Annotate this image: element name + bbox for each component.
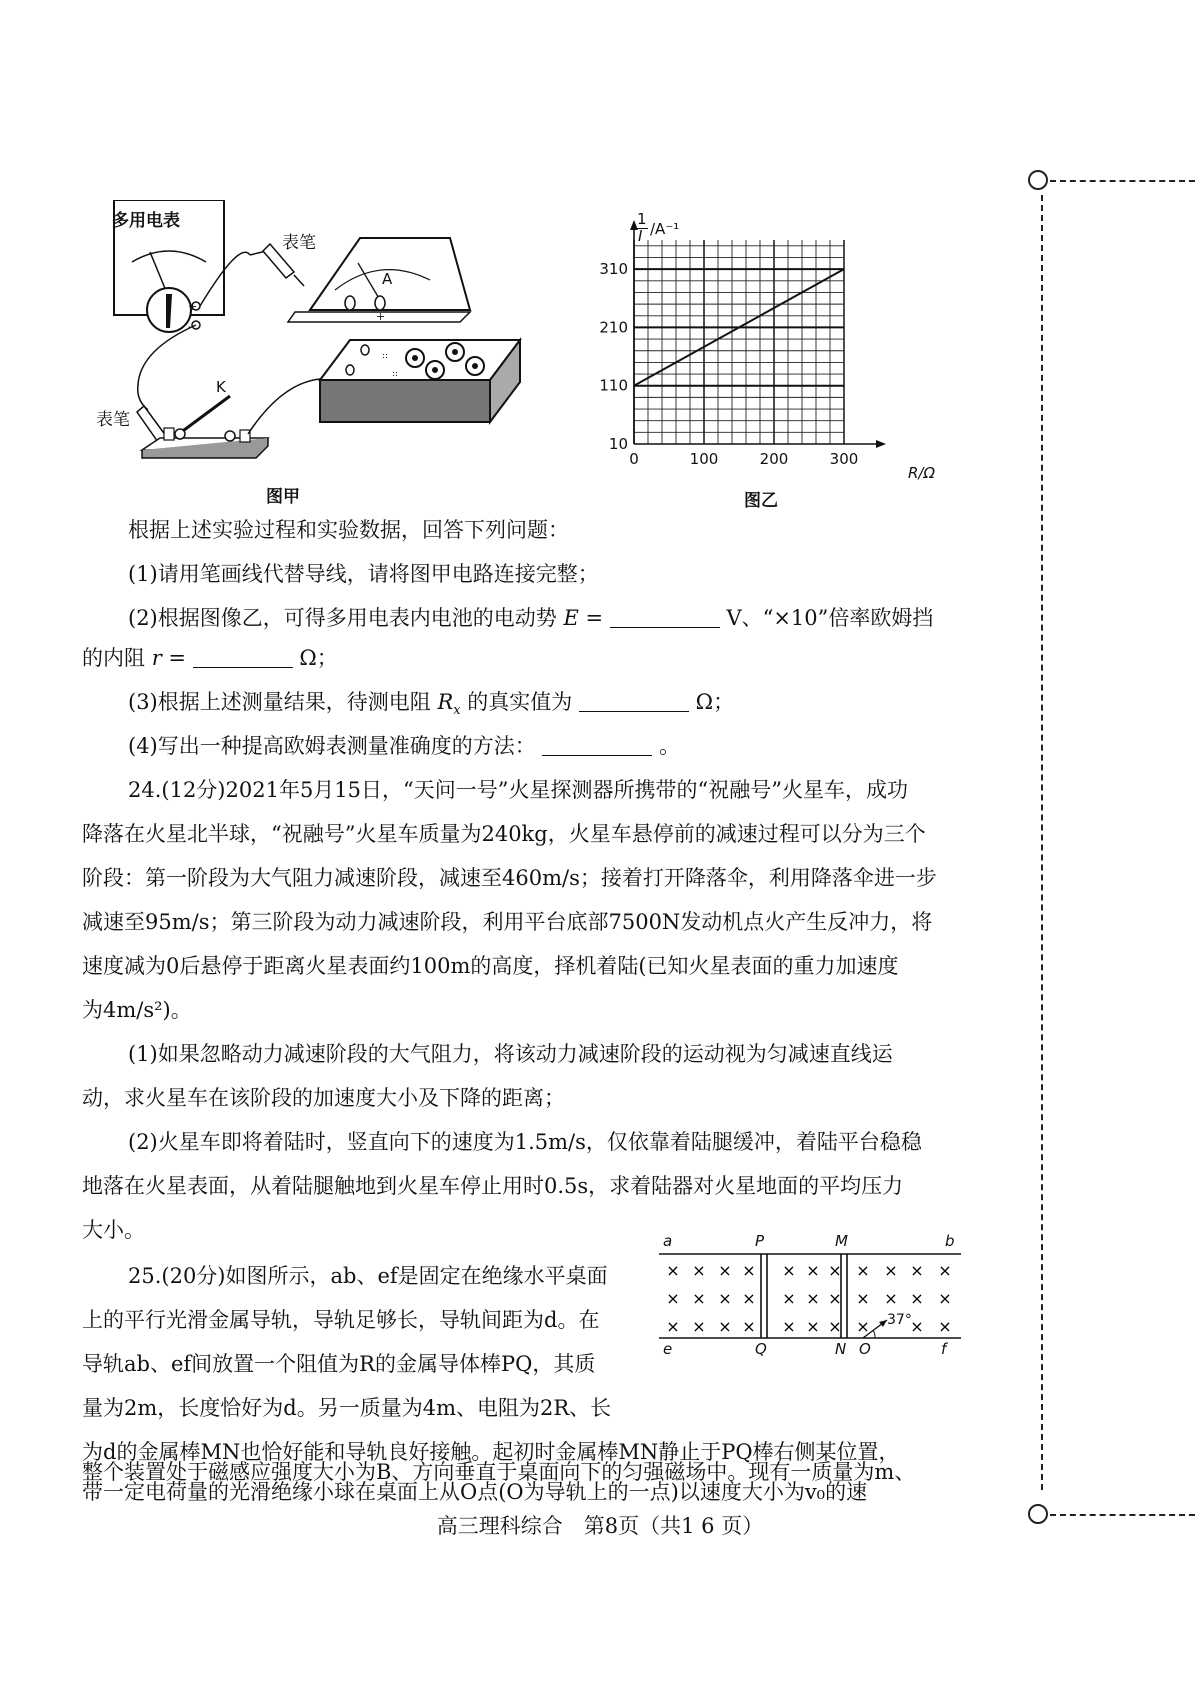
q23-part2-line2 [82, 640, 967, 677]
magnetic-field-cross: × [666, 1261, 680, 1280]
rail-label-a: a [663, 1232, 673, 1250]
magnetic-field-cross: × [666, 1317, 680, 1336]
magnetic-field-cross: × [806, 1289, 820, 1308]
ammeter-symbol: A [382, 270, 393, 288]
svg-text:+: + [188, 300, 198, 313]
r-equals: = [161, 646, 187, 670]
ohm-unit-2: Ω； [695, 690, 735, 714]
magnetic-field-cross: × [718, 1261, 732, 1280]
q24-sub1-line1: (1)如果忽略动力减速阶段的大气阻力，将该动力减速阶段的运动视为匀减速直线运 [128, 1042, 893, 1066]
binding-hole-top [1028, 170, 1048, 190]
y-tick-label: 110 [599, 376, 628, 395]
x-tick-label: 300 [829, 450, 859, 468]
x-tick-label: 100 [689, 450, 719, 468]
emf-blank[interactable] [610, 605, 720, 628]
q24-line1: 24.(12分)2021年5月15日，“天问一号”火星探测器所携带的“祝融号”火星车，成功 [128, 778, 908, 802]
magnetic-field-cross: × [828, 1289, 842, 1308]
q24-sub1-line2: 动，求火星车在该阶段的加速度大小及下降的距离； [82, 1086, 565, 1110]
q25-line4: 量为2m，长度恰好为d。另一质量为4m、电阻为2R、长 [82, 1396, 612, 1420]
angle-label: 37° [887, 1312, 912, 1328]
magnetic-field-cross: × [742, 1317, 756, 1336]
y-tick-label: 310 [599, 260, 628, 279]
svg-text:+: + [376, 310, 386, 323]
probe-label-top: 表笔 [282, 233, 316, 253]
graph-xlabel: R/Ω [908, 464, 935, 482]
magnetic-field-cross: × [828, 1317, 842, 1336]
q23-part3-mid: 的真实值为 [467, 690, 573, 714]
method-blank[interactable] [542, 733, 652, 756]
y-tick-label: 10 [608, 435, 628, 453]
q23-part3 [128, 684, 1013, 729]
magnetic-field-cross: × [742, 1261, 756, 1280]
probe-label-bottom: 表笔 [96, 410, 130, 430]
q23-part1: (1)请用笔画线代替导线，请将图甲电路连接完整； [128, 562, 599, 586]
rail-label-n: N [835, 1340, 847, 1358]
q23-part4 [128, 728, 1013, 765]
magnetic-field-cross: × [718, 1289, 732, 1308]
magnetic-field-cross: × [938, 1317, 952, 1336]
figure-b-caption: 图乙 [744, 491, 778, 511]
magnetic-field-cross: × [692, 1317, 706, 1336]
q25-line5: 为d的金属棒MN也恰好能和导轨良好接触。起初时金属棒MN静止于PQ棒右侧某位置， [82, 1440, 900, 1464]
true-value-blank[interactable] [579, 689, 689, 712]
magnetic-field-cross: × [692, 1289, 706, 1308]
graph-ylabel-denominator: I [638, 227, 643, 245]
q24-sub2-line1: (2)火星车即将着陆时，竖直向下的速度为1.5m/s，仅依靠着陆腿缓冲，着陆平台稳稳 [128, 1130, 922, 1154]
figure-b [588, 210, 968, 511]
q25-line1: 25.(20分)如图所示，ab、ef是固定在绝缘水平桌面 [128, 1264, 608, 1288]
rail-label-p: P [755, 1232, 765, 1250]
rx-subscript: x [453, 703, 461, 719]
r-symbol: r [151, 646, 162, 670]
q25-line2: 上的平行光滑金属导轨，导轨足够长，导轨间距为d。在 [82, 1308, 600, 1332]
magnetic-field-cross: × [782, 1317, 796, 1336]
graph-ylabel-unit: /A⁻¹ [650, 220, 680, 238]
ohm-unit-1: Ω； [299, 646, 338, 670]
rx-symbol: R [437, 690, 454, 714]
rail-label-f: f [941, 1340, 947, 1358]
y-tick-label: 210 [599, 318, 628, 337]
magnetic-field-cross: × [806, 1317, 820, 1336]
x-tick-label: 0 [629, 450, 639, 468]
q23-part2-text: (2)根据图像乙，可得多用电表内电池的电动势 [128, 606, 557, 630]
rail-diagram [655, 1232, 965, 1362]
magnetic-field-cross: × [782, 1261, 796, 1280]
rail-label-m: M [835, 1232, 848, 1250]
q24-line2: 降落在火星北半球，“祝融号”火星车质量为240kg，火星车悬停前的减速过程可以分为三个 [82, 822, 926, 846]
page-footer: 高三理科综合 第8页（共1 6 页） [436, 1514, 764, 1538]
q24-line6: 为4m/s²)。 [82, 998, 192, 1022]
rail-label-b: b [945, 1232, 955, 1250]
q23-part4-end: 。 [659, 734, 681, 758]
emf-symbol: E [563, 606, 579, 630]
q23-part3-text: (3)根据上述测量结果，待测电阻 [128, 690, 431, 714]
q24-sub2-line3: 大小。 [82, 1218, 145, 1242]
q25-figure [655, 1232, 965, 1362]
magnetic-field-cross: × [718, 1317, 732, 1336]
magnetic-field-cross: × [742, 1289, 756, 1308]
switch-label: K [216, 378, 226, 396]
graph-ylabel-numerator: 1 [637, 210, 647, 228]
magnetic-field-cross: × [692, 1261, 706, 1280]
magnetic-field-cross: × [884, 1289, 898, 1308]
magnetic-field-cross: × [938, 1289, 952, 1308]
magnetic-field-cross: × [884, 1261, 898, 1280]
rail-label-o: O [859, 1340, 871, 1358]
magnetic-field-cross: × [856, 1289, 870, 1308]
q24-line5: 速度减为0后悬停于距离火星表面约100m的高度，择机着陆(已知火星表面的重力加速度 [82, 954, 899, 978]
multimeter-label: 多用电表 [112, 211, 180, 231]
magnetic-field-cross: × [938, 1261, 952, 1280]
magnetic-field-cross: × [828, 1261, 842, 1280]
rail-label-e: e [663, 1340, 673, 1358]
q23-part2-rest: V、“×10”倍率欧姆挡 [726, 606, 934, 630]
figure-a [80, 200, 550, 507]
internal-resistance-text: 的内阻 [82, 646, 145, 670]
magnetic-field-cross: × [910, 1317, 924, 1336]
x-tick-label: 200 [759, 450, 789, 468]
magnetic-field-cross: × [806, 1261, 820, 1280]
svg-text:-: - [188, 320, 192, 333]
magnetic-field-cross: × [666, 1289, 680, 1308]
q25-line7: 带一定电荷量的光滑绝缘小球在桌面上从O点(O为导轨上的一点)以速度大小为v₀的速 [82, 1480, 868, 1504]
x-axis-arrow [876, 440, 886, 448]
magnetic-field-cross: × [910, 1261, 924, 1280]
emf-equals: = [578, 606, 604, 630]
binding-line-vertical [1041, 195, 1043, 1490]
q25-line6: 整个装置处于磁感应强度大小为B、方向垂直于桌面向下的匀强磁场中。现有一质量为m、 [82, 1460, 916, 1484]
magnetic-field-cross: × [856, 1317, 870, 1336]
q24-line4: 减速至95m/s；第三阶段为动力减速阶段，利用平台底部7500N发动机点火产生反冲力，将 [82, 910, 933, 934]
q25-line3: 导轨ab、ef间放置一个阻值为R的金属导体棒PQ，其质 [82, 1352, 596, 1376]
q23-part2-line1 [128, 600, 1013, 637]
svg-text:::: :: [392, 369, 399, 379]
q23-intro: 根据上述实验过程和实验数据，回答下列问题： [128, 518, 569, 542]
rail-label-q: Q [755, 1340, 767, 1358]
magnetic-field-cross: × [910, 1289, 924, 1308]
q23-part4-text: (4)写出一种提高欧姆表测量准确度的方法： [128, 734, 536, 758]
q24-sub2-line2: 地落在火星表面，从着陆腿触地到火星车停止用时0.5s，求着陆器对火星地面的平均压力 [82, 1174, 904, 1198]
svg-text:::: :: [382, 351, 389, 361]
internal-resistance-blank[interactable] [193, 645, 293, 668]
magnetic-field-cross: × [782, 1289, 796, 1308]
figure-a-caption: 图甲 [266, 487, 300, 507]
binding-line-top [1050, 180, 1195, 182]
q24-line3: 阶段：第一阶段为大气阻力减速阶段，减速至460m/s；接着打开降落伞，利用降落伞进一步 [82, 866, 937, 890]
magnetic-field-cross: × [856, 1261, 870, 1280]
